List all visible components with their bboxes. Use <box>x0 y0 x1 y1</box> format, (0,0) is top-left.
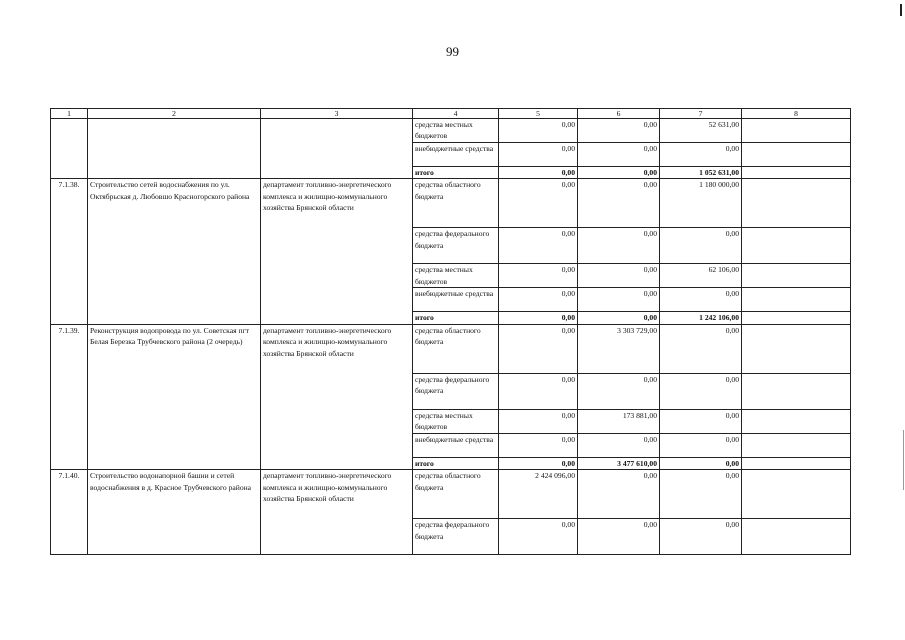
amount-col6: 0,00 <box>578 433 660 457</box>
item-executor: департамент топливно-энергетического комплекса и жилищно-коммунального хозяйства Брянской области <box>261 179 413 324</box>
item-executor: департамент топливно-энергетического комплекса и жилищно-коммунального хозяйства Брянской области <box>261 470 413 555</box>
amount-col5: 0,00 <box>499 167 578 179</box>
funding-source: итого <box>413 312 499 324</box>
table-row <box>51 119 851 143</box>
amount-col7: 0,00 <box>660 373 742 409</box>
amount-col7: 1 242 106,00 <box>660 312 742 324</box>
margin-line <box>903 430 904 490</box>
amount-col7: 1 180 000,00 <box>660 179 742 228</box>
amount-col7: 0,00 <box>660 228 742 264</box>
item-number: 7.1.38. <box>51 179 88 324</box>
cont-cell-2 <box>88 119 261 179</box>
item-name: Реконструкция водопровода по ул. Советская пгт Белая Березка Трубчевского района (2 очередь) <box>88 324 261 469</box>
table-row <box>51 470 851 519</box>
funding-source: средства областного бюджета <box>413 470 499 519</box>
header-cell: 8 <box>742 109 851 119</box>
funding-source: итого <box>413 167 499 179</box>
header-cell: 5 <box>499 109 578 119</box>
amount-col7: 0,00 <box>660 433 742 457</box>
col8-cell <box>742 312 851 324</box>
amount-col5: 0,00 <box>499 179 578 228</box>
funding-source: средства федерального бюджета <box>413 519 499 555</box>
funding-source: средства местных бюджетов <box>413 264 499 288</box>
table-body <box>51 109 851 555</box>
col8-cell <box>742 228 851 264</box>
item-number: 7.1.39. <box>51 324 88 469</box>
amount-col6: 0,00 <box>578 119 660 143</box>
amount-col5: 0,00 <box>499 228 578 264</box>
col8-cell <box>742 433 851 457</box>
col8-cell <box>742 143 851 167</box>
amount-col7: 0,00 <box>660 470 742 519</box>
amount-col5: 0,00 <box>499 433 578 457</box>
amount-col5: 2 424 096,00 <box>499 470 578 519</box>
budget-table <box>50 108 851 555</box>
col8-cell <box>742 373 851 409</box>
amount-col6: 3 477 610,00 <box>578 457 660 469</box>
header-cell: 3 <box>261 109 413 119</box>
cont-cell-1 <box>51 119 88 179</box>
amount-col7: 1 052 631,00 <box>660 167 742 179</box>
col8-cell <box>742 324 851 373</box>
margin-mark <box>900 4 902 16</box>
header-cell: 7 <box>660 109 742 119</box>
amount-col7: 0,00 <box>660 519 742 555</box>
col8-cell <box>742 409 851 433</box>
amount-col7: 0,00 <box>660 324 742 373</box>
amount-col5: 0,00 <box>499 457 578 469</box>
amount-col5: 0,00 <box>499 324 578 373</box>
item-name: Строительство водонапорной башни и сетей водоснабжения в д. Красное Трубчевского района <box>88 470 261 555</box>
amount-col6: 0,00 <box>578 288 660 312</box>
funding-source: внебюджетные средства <box>413 433 499 457</box>
item-name: Строительство сетей водоснабжения по ул. Октябрьская д. Любовшо Красногорского района <box>88 179 261 324</box>
header-cell: 2 <box>88 109 261 119</box>
col8-cell <box>742 167 851 179</box>
amount-col6: 0,00 <box>578 264 660 288</box>
header-cell: 4 <box>413 109 499 119</box>
cont-cell-3 <box>261 119 413 179</box>
amount-col7: 0,00 <box>660 409 742 433</box>
amount-col6: 0,00 <box>578 519 660 555</box>
header-cell: 6 <box>578 109 660 119</box>
amount-col5: 0,00 <box>499 143 578 167</box>
header-row <box>51 109 851 119</box>
amount-col7: 52 631,00 <box>660 119 742 143</box>
table-row <box>51 324 851 373</box>
header-cell: 1 <box>51 109 88 119</box>
amount-col5: 0,00 <box>499 288 578 312</box>
amount-col6: 3 303 729,00 <box>578 324 660 373</box>
amount-col6: 0,00 <box>578 470 660 519</box>
amount-col7: 0,00 <box>660 288 742 312</box>
amount-col5: 0,00 <box>499 119 578 143</box>
amount-col5: 0,00 <box>499 312 578 324</box>
col8-cell <box>742 457 851 469</box>
col8-cell <box>742 119 851 143</box>
funding-source: средства федерального бюджета <box>413 373 499 409</box>
col8-cell <box>742 179 851 228</box>
amount-col7: 0,00 <box>660 457 742 469</box>
amount-col7: 0,00 <box>660 143 742 167</box>
amount-col5: 0,00 <box>499 264 578 288</box>
amount-col5: 0,00 <box>499 409 578 433</box>
funding-source: средства федерального бюджета <box>413 228 499 264</box>
amount-col6: 0,00 <box>578 312 660 324</box>
amount-col5: 0,00 <box>499 373 578 409</box>
amount-col6: 0,00 <box>578 143 660 167</box>
funding-source: внебюджетные средства <box>413 143 499 167</box>
funding-source: итого <box>413 457 499 469</box>
item-executor: департамент топливно-энергетического комплекса и жилищно-коммунального хозяйства Брянской области <box>261 324 413 469</box>
col8-cell <box>742 470 851 519</box>
col8-cell <box>742 519 851 555</box>
amount-col6: 0,00 <box>578 228 660 264</box>
amount-col7: 62 106,00 <box>660 264 742 288</box>
funding-source: средства областного бюджета <box>413 324 499 373</box>
amount-col6: 173 881,00 <box>578 409 660 433</box>
item-number: 7.1.40. <box>51 470 88 555</box>
amount-col5: 0,00 <box>499 519 578 555</box>
funding-source: внебюджетные средства <box>413 288 499 312</box>
funding-source: средства местных бюджетов <box>413 409 499 433</box>
page-number: 99 <box>446 44 459 59</box>
amount-col6: 0,00 <box>578 179 660 228</box>
amount-col6: 0,00 <box>578 167 660 179</box>
col8-cell <box>742 264 851 288</box>
table-row <box>51 179 851 228</box>
col8-cell <box>742 288 851 312</box>
amount-col6: 0,00 <box>578 373 660 409</box>
funding-source: средства местных бюджетов <box>413 119 499 143</box>
funding-source: средства областного бюджета <box>413 179 499 228</box>
